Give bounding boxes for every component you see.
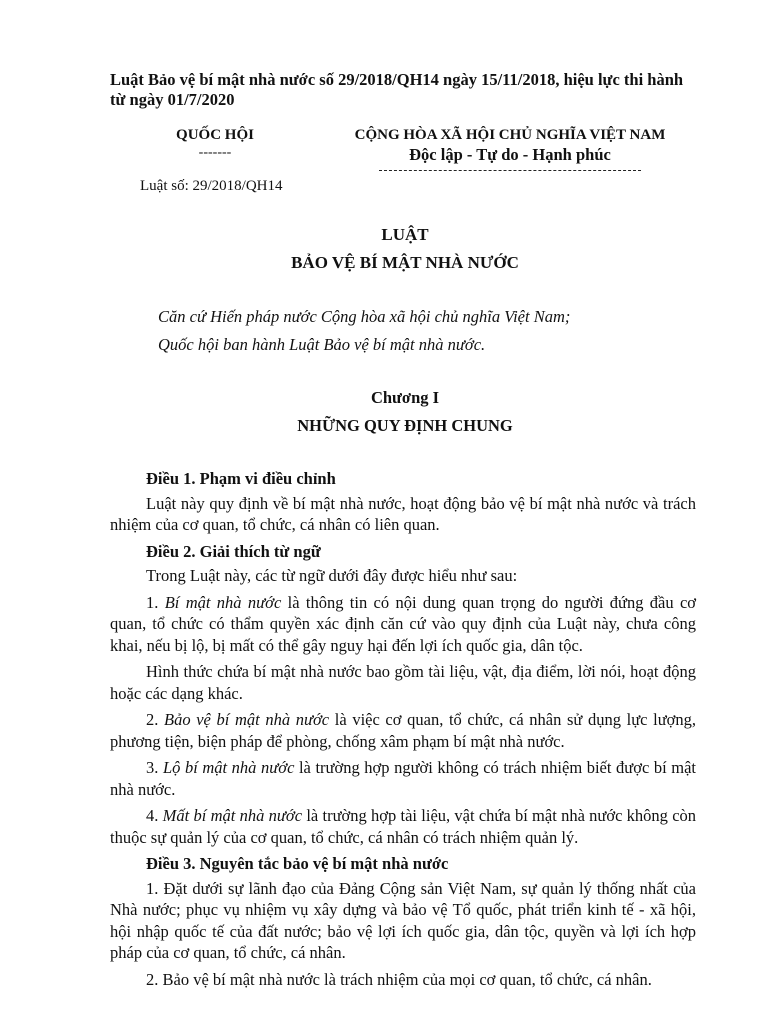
document-body [110, 468, 696, 995]
definition-text: là việc cơ quan, tổ chức, cá nhân sử dụng lực lượng, phương tiện, biện pháp để phòng, chống xâm phạm bí mật nhà nước. [110, 710, 697, 751]
article-1-title: Điều 1. Phạm vi điều chỉnh [146, 469, 336, 488]
article-2-item-1 [110, 592, 696, 657]
article-2-intro: Trong Luật này, các từ ngữ dưới đây được hiểu như sau: [146, 566, 518, 585]
country-name: CỘNG HÒA XÃ HỘI CHỦ NGHĨA VIỆT NAM [354, 127, 666, 143]
issuer-divider: ------- [198, 145, 232, 160]
article-2-title: Điều 2. Giải thích từ ngữ [146, 541, 321, 561]
motto-underline [379, 170, 641, 171]
article-2-item-1-extra: Hình thức chứa bí mật nhà nước bao gồm tài liệu, vật, địa điểm, lời nói, hoạt động hoặc các dạng khác. [110, 662, 696, 703]
national-motto: Độc lập - Tự do - Hạnh phúc [409, 145, 611, 164]
legal-basis-enactment: Quốc hội ban hành Luật Bảo vệ bí mật nhà nước. [158, 335, 486, 354]
article-3-paragraph-2: 2. Bảo vệ bí mật nhà nước là trách nhiệm của mọi cơ quan, tổ chức, cá nhân. [146, 969, 652, 989]
law-name: BẢO VỆ BÍ MẬT NHÀ NƯỚC [291, 253, 519, 272]
national-header [330, 126, 690, 171]
article-3-paragraph-1: 1. Đặt dưới sự lãnh đạo của Đảng Cộng sản Việt Nam, sự quản lý thống nhất của Nhà nước; phục vụ nhiệm vụ xây dựng và bảo vệ Tổ quốc, phát triển kinh tế - xã hội, hội nhập quốc tế của đất nước; bảo vệ lợi ích quốc gia, dân tộc, quyền và lợi ích hợp pháp của cơ quan, tổ chức, cá nhân. [110, 878, 696, 962]
definition-text: là trường hợp người không có trách nhiệm biết được bí mật nhà nước. [110, 758, 697, 799]
legal-basis-constitution: Căn cứ Hiến pháp nước Cộng hòa xã hội chủ nghĩa Việt Nam; [158, 307, 571, 326]
defined-term: Bảo vệ bí mật nhà nước [164, 710, 330, 729]
definition-text: là trường hợp tài liệu, vật chứa bí mật nhà nước không còn thuộc sự quản lý của cơ quan, tổ chức, cá nhân có trách nhiệm quản lý. [110, 806, 697, 847]
issuer-block [140, 126, 290, 162]
law-label: LUẬT [381, 225, 429, 244]
article-3-title: Điều 3. Nguyên tắc bảo vệ bí mật nhà nước [146, 854, 449, 873]
issuer-name: QUỐC HỘI [176, 127, 254, 143]
document-title: Luật Bảo vệ bí mật nhà nước số 29/2018/QH14 ngày 15/11/2018, hiệu lực thi hành từ ngày 01/7/2020 [110, 70, 684, 109]
law-number: Luật số: 29/2018/QH14 [140, 178, 283, 194]
chapter-name: NHỮNG QUY ĐỊNH CHUNG [297, 416, 513, 435]
definition-text: là thông tin có nội dung quan trọng do người đứng đầu cơ quan, tổ chức có thẩm quyền xác định căn cứ vào quy định của Luật này, chưa công khai, nếu bị lộ, bị mất có thể gây nguy hại đến lợi ích quốc gia, dân tộc. [110, 592, 696, 655]
defined-term: Lộ bí mật nhà nước [162, 758, 295, 777]
item-number: 4. [146, 806, 163, 825]
article-1-paragraph: Luật này quy định về bí mật nhà nước, hoạt động bảo vệ bí mật nhà nước và trách nhiệm của cơ quan, tổ chức, cá nhân có liên quan. [110, 493, 696, 534]
defined-term: Mất bí mật nhà nước [162, 806, 303, 825]
item-number: 3. [146, 758, 163, 777]
article-2-item-2 [110, 709, 696, 752]
defined-term: Bí mật nhà nước [164, 592, 282, 612]
chapter-number: Chương I [370, 388, 440, 407]
item-number: 1. [146, 592, 165, 612]
item-number: 2. [146, 710, 165, 729]
article-2-item-3 [110, 757, 696, 800]
article-2-item-4 [110, 805, 696, 848]
